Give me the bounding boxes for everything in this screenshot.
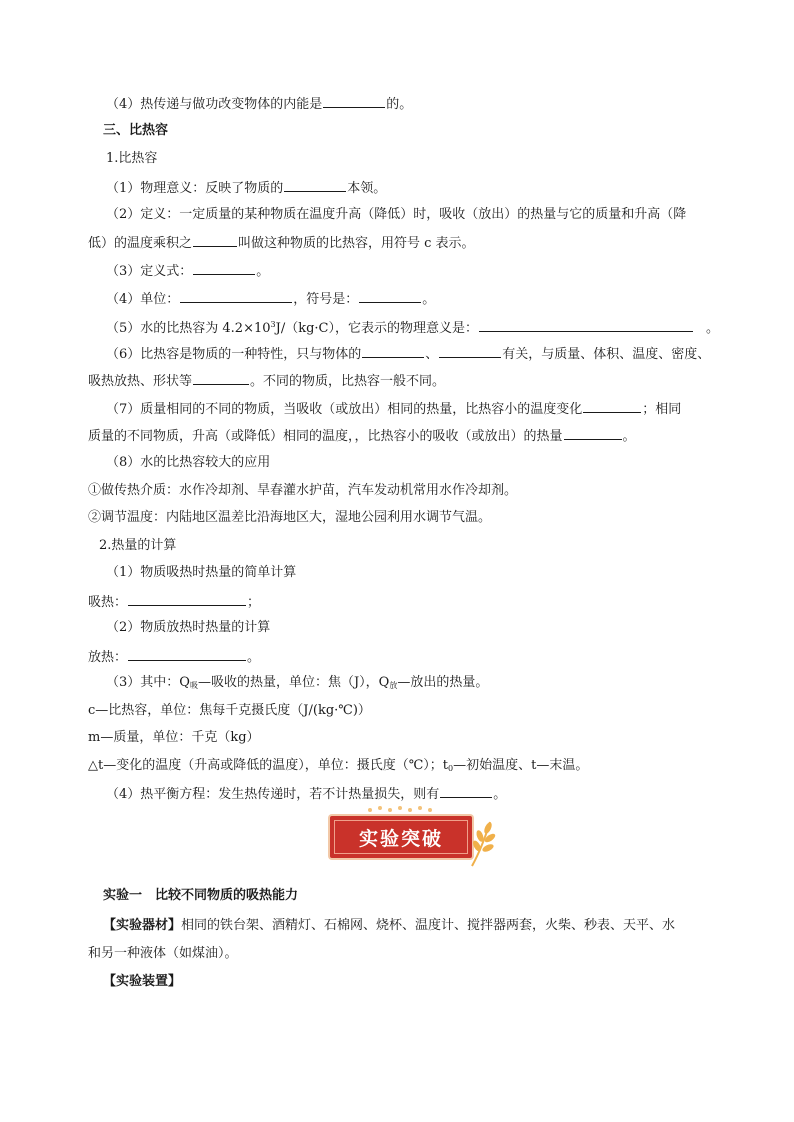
- line-unit: （4）单位： ，符号是： 。: [106, 289, 435, 309]
- line-absorb-heat-heading: （1）物质吸热时热量的简单计算: [106, 565, 297, 580]
- line-definition-formula: （3）定义式： 。: [106, 261, 269, 281]
- line-heat-transfer-work: （4）热传递与做功改变物体的内能是 的。: [106, 94, 412, 114]
- answer-blank[interactable]: [180, 289, 292, 303]
- answer-blank[interactable]: [479, 318, 693, 332]
- line-absorb-heat-formula: 吸热： ；: [88, 592, 260, 612]
- line-characteristic-1: （6）比热容是物质的一种特性，只与物体的 、 有关，与质量、体积、温度、密度、: [106, 344, 710, 364]
- experiment-breakthrough-banner: [330, 816, 472, 858]
- line-application-medium: ①做传热介质：水作冷却剂、旱春灌水护苗，汽车发动机常用水作冷却剂。: [88, 483, 518, 498]
- answer-blank[interactable]: [284, 178, 346, 192]
- answer-blank[interactable]: [128, 592, 246, 606]
- line-characteristic-2: 吸热放热、形状等 。不同的物质，比热容一般不同。: [88, 371, 445, 391]
- line-same-mass-2: 质量的不同物质，升高（或降低）相同的温度，，比热容小的吸收（或放出）的热量 。: [88, 426, 636, 446]
- answer-blank[interactable]: [128, 647, 246, 661]
- answer-blank[interactable]: [193, 371, 249, 385]
- line-definition-2: 低）的温度乘积之 叫做这种物质的比热容，用符号 c 表示。: [88, 233, 475, 253]
- answer-blank[interactable]: [439, 344, 501, 358]
- line-water-specific-heat: （5）水的比热容为 $4.2\times 10^3J/(kg\cdot C)$，它表示的物理意义是： 。: [106, 320, 719, 336]
- line-experiment-equipment-2: 和另一种液体（如煤油）。: [88, 946, 238, 961]
- experiment-setup-heading: 【实验装置】: [103, 974, 182, 989]
- line-symbol-delta-t: △t—变化的温度（升高或降低的温度），单位：摄氏度（℃）；$t_0—$初始温度、t—末温。: [88, 758, 589, 773]
- line-application-temperature: ②调节温度：内陆地区温差比沿海地区大，湿地公园利用水调节气温。: [88, 510, 492, 525]
- section-heading-specific-heat: 三、比热容: [103, 123, 169, 138]
- line-same-mass-1: （7）质量相同的不同的物质，当吸收（或放出）相同的热量，比热容小的温度变化 ；相同: [106, 399, 681, 419]
- banner-title: 实验突破: [358, 827, 443, 850]
- decorative-dots-icon: [362, 804, 442, 814]
- experiment-one-heading: 实验一 比较不同物质的吸热能力: [103, 888, 299, 903]
- line-release-heat-heading: （2）物质放热时热量的计算: [106, 620, 271, 635]
- answer-blank[interactable]: [359, 289, 421, 303]
- answer-blank[interactable]: [323, 94, 385, 108]
- line-symbol-m: m—质量，单位：千克（kg）: [88, 730, 260, 745]
- line-physical-meaning: （1）物理意义：反映了物质的 本领。: [106, 178, 386, 198]
- answer-blank[interactable]: [193, 233, 237, 247]
- answer-blank[interactable]: [440, 784, 492, 798]
- answer-blank[interactable]: [583, 399, 641, 413]
- line-symbol-c: c—比热容，单位：焦每千克摄氏度（J/(kg·℃)）: [88, 703, 371, 718]
- subheading-heat-calculation: 2.热量的计算: [99, 538, 177, 553]
- answer-blank[interactable]: [564, 426, 622, 440]
- subheading-specific-heat: 1.比热容: [106, 151, 158, 166]
- line-release-heat-formula: 放热： 。: [88, 647, 260, 667]
- answer-blank[interactable]: [362, 344, 424, 358]
- line-heat-balance: （4）热平衡方程：发生热传递时，若不计热量损失，则有 。: [106, 784, 506, 804]
- line-experiment-equipment-1: 【实验器材】相同的铁台架、酒精灯、石棉网、烧杯、温度计、搅拌器两套，火柴、秒表、天平、水: [103, 918, 676, 933]
- answer-blank[interactable]: [193, 261, 255, 275]
- line-applications-heading: （8）水的比热容较大的应用: [106, 455, 271, 470]
- line-definition-1: （2）定义：一定质量的某种物质在温度升高（降低）时，吸收（放出）的热量与它的质量和升高（降: [106, 207, 687, 222]
- line-symbol-q: （3）其中：$Q_吸—$吸收的热量，单位：焦（J），$Q_放—$放出的热量。: [106, 675, 489, 690]
- wheat-icon: [468, 818, 498, 868]
